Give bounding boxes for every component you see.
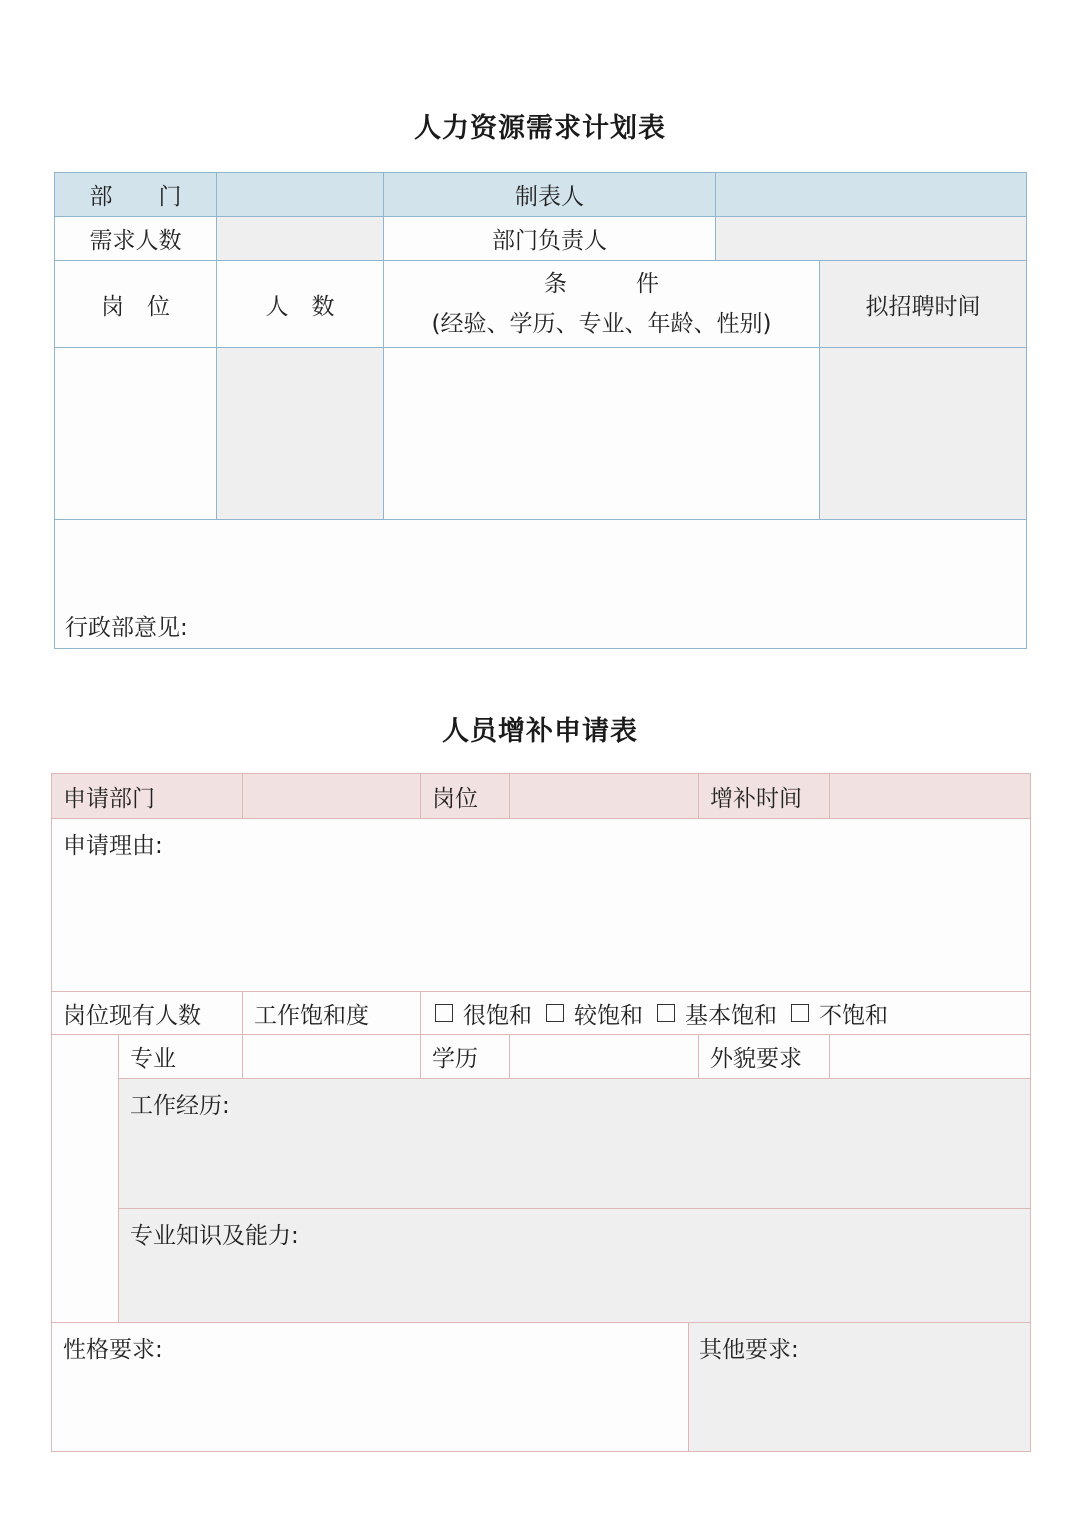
dept-head-field[interactable]: [715, 216, 1027, 261]
work-experience-field[interactable]: [118, 1078, 1031, 1209]
hire-time-label: 拟招聘时间: [819, 260, 1027, 348]
hire-time-field[interactable]: [819, 347, 1027, 520]
position-field-2[interactable]: [509, 773, 699, 819]
checkbox-icon[interactable]: [791, 1004, 809, 1022]
preparer-label: 制表人: [383, 172, 716, 217]
option-very-saturated[interactable]: 很饱和: [421, 997, 532, 1030]
education-field[interactable]: [509, 1034, 699, 1079]
apply-dept-field[interactable]: [242, 773, 421, 819]
personality-field[interactable]: [51, 1322, 689, 1452]
major-label: 专业: [118, 1034, 243, 1079]
department-field[interactable]: [216, 172, 384, 217]
appearance-label: 外貌要求: [698, 1034, 830, 1079]
saturation-options: [420, 991, 1031, 1035]
count-label: 人 数: [216, 260, 384, 348]
appearance-field[interactable]: [829, 1034, 1031, 1079]
admin-opinion-label: 行政部意见:: [65, 615, 188, 641]
option-not-saturated[interactable]: 不饱和: [777, 997, 888, 1030]
department-label: 部 门: [54, 172, 217, 217]
other-label: 其他要求:: [699, 1337, 799, 1363]
supplement-time-label: 增补时间: [698, 773, 830, 819]
conditions-note: (经验、学历、专业、年龄、性别): [431, 311, 772, 337]
dept-head-label: 部门负责人: [383, 216, 716, 261]
headcount-field[interactable]: [216, 216, 384, 261]
reason-label: 申请理由:: [63, 833, 163, 859]
saturation-label: 工作饱和度: [242, 991, 421, 1035]
conditions-field[interactable]: [383, 347, 820, 520]
option-basically-saturated[interactable]: 基本饱和: [643, 997, 777, 1030]
position-label: 岗 位: [54, 260, 217, 348]
reason-field[interactable]: [51, 818, 1031, 992]
supplement-form-title: 人员增补申请表: [442, 716, 638, 747]
option-fairly-saturated[interactable]: 较饱和: [532, 997, 643, 1030]
personality-label: 性格要求:: [63, 1337, 163, 1363]
checkbox-icon[interactable]: [546, 1004, 564, 1022]
checkbox-icon[interactable]: [657, 1004, 675, 1022]
apply-dept-label: 申请部门: [51, 773, 243, 819]
work-experience-label: 工作经历:: [130, 1093, 230, 1119]
conditions-label: 条 件: [544, 271, 659, 297]
requirements-side-cell: [51, 1034, 119, 1323]
current-headcount-label: 岗位现有人数: [51, 991, 243, 1035]
conditions-header: [383, 260, 820, 348]
knowledge-field[interactable]: [118, 1208, 1031, 1323]
education-label: 学历: [420, 1034, 510, 1079]
preparer-field[interactable]: [715, 172, 1027, 217]
other-field[interactable]: [688, 1322, 1031, 1452]
admin-opinion-field[interactable]: [54, 519, 1027, 649]
plan-form-title: 人力资源需求计划表: [414, 113, 666, 144]
major-field[interactable]: [242, 1034, 421, 1079]
knowledge-label: 专业知识及能力:: [130, 1223, 299, 1249]
supplement-time-field[interactable]: [829, 773, 1031, 819]
position-label-2: 岗位: [420, 773, 510, 819]
count-field[interactable]: [216, 347, 384, 520]
position-field[interactable]: [54, 347, 217, 520]
headcount-label: 需求人数: [54, 216, 217, 261]
checkbox-icon[interactable]: [435, 1004, 453, 1022]
